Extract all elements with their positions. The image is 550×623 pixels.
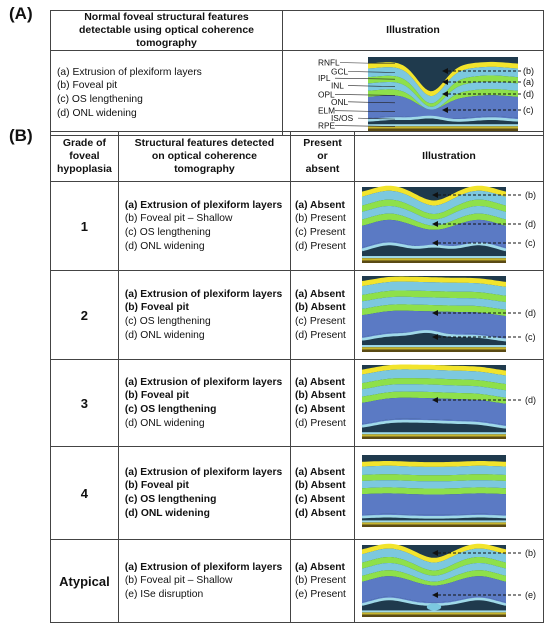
- header-features: Structural features detected on optical coherence tomography: [118, 132, 290, 182]
- presence-item: (a) Absent: [294, 288, 345, 300]
- elm-line-normal: [368, 124, 518, 126]
- presence-item: (a) Absent: [294, 466, 345, 478]
- rpe-layer-row2: [362, 434, 506, 436]
- feature-item: (d) ONL widening: [124, 240, 205, 252]
- feature-item: (e) ISe disruption: [124, 588, 204, 600]
- layer-label: OPL: [318, 89, 335, 100]
- features-cell: [118, 360, 290, 447]
- elm-line-row2: [362, 432, 506, 434]
- outer-nuclear-layer-row3: [362, 493, 506, 515]
- feature-item: (c) OS lengthening: [124, 227, 211, 238]
- feature-item: (b) Foveal pit: [57, 80, 118, 92]
- grade-1-illustration: [355, 182, 543, 270]
- feature-item: (d) ONL widening: [124, 417, 205, 429]
- presence-item: (d) Present: [294, 240, 346, 252]
- elm-line-row0: [362, 256, 506, 258]
- grade-3-illustration: [355, 360, 543, 446]
- arrow-label-r0-2: (c): [525, 238, 536, 248]
- rpe-layer-row0: [362, 258, 506, 260]
- illustration-cell: [355, 182, 544, 271]
- features-cell: [118, 271, 290, 360]
- illustration-cell: [355, 447, 544, 540]
- presence-item: (c) Present: [294, 316, 346, 327]
- layer-label: IPL: [318, 73, 331, 84]
- grade-cell: Atypical: [51, 540, 119, 623]
- feature-item: (a) Extrusion of plexiform layers: [124, 561, 283, 573]
- layer-label: GCL: [331, 66, 349, 77]
- presence-item: (a) Absent: [294, 376, 345, 388]
- presence-item: (c) Absent: [294, 404, 345, 415]
- rpe-layer-row1: [362, 347, 506, 349]
- table-row: [51, 182, 544, 271]
- section-a-header-illustration: Illustration: [283, 11, 544, 51]
- grade-cell: 2: [51, 271, 119, 360]
- arrow-label-r0-1: (d): [525, 219, 536, 229]
- table-row: [51, 360, 544, 447]
- presence-cell: [290, 540, 354, 623]
- presence-item: (b) Absent: [294, 480, 346, 492]
- header-illustration: Illustration: [355, 132, 544, 182]
- feature-item: (b) Foveal pit: [124, 390, 189, 402]
- arrow-label-a3: (c): [523, 105, 534, 115]
- section-b-table: [50, 131, 544, 623]
- feature-item: (b) Foveal pit: [124, 302, 189, 314]
- section-a-header-features: Normal foveal structural features detectable using optical coherence tomography: [51, 11, 283, 51]
- layer-label: IS/OS: [331, 113, 354, 124]
- presence-item: (e) Present: [294, 588, 346, 600]
- arrow-label-r1-1: (c): [525, 332, 536, 342]
- elm-line-row4: [362, 610, 506, 612]
- feature-item: (b) Foveal pit – Shallow: [124, 213, 233, 225]
- header-presence: Present or absent: [290, 132, 354, 182]
- presence-cell: [290, 271, 354, 360]
- feature-item: (c) OS lengthening: [57, 94, 143, 105]
- elm-line-row1: [362, 345, 506, 347]
- inner-nuclear-layer-row3: [362, 480, 506, 488]
- layer-label: INL: [331, 80, 344, 91]
- choroid-layer-row3: [362, 525, 506, 527]
- feature-item: (b) Foveal pit: [124, 480, 189, 492]
- section-a-table: [50, 10, 544, 136]
- layer-label: ELM: [318, 105, 336, 116]
- illustration-cell: [355, 540, 544, 623]
- choroid-layer-row4: [362, 615, 506, 617]
- presence-item: (d) Absent: [294, 507, 346, 519]
- arrow-label-r4-1: (e): [525, 590, 536, 600]
- feature-item: (a) Extrusion of plexiform layers: [124, 466, 283, 478]
- feature-item: (a) Extrusion of plexiform layers: [57, 66, 202, 78]
- feature-item: (c) OS lengthening: [124, 404, 217, 415]
- arrow-label-a2: (d): [523, 89, 534, 99]
- presence-item: (b) Present: [294, 213, 346, 225]
- arrow-label-r1-0: (d): [525, 308, 536, 318]
- table-row: [51, 447, 544, 540]
- atypical-illustration: [355, 540, 543, 622]
- arrow-label-a0: (b): [523, 66, 534, 76]
- presence-item: (a) Absent: [294, 199, 345, 211]
- section-a-illustration-cell: [283, 51, 544, 136]
- presence-cell: [290, 447, 354, 540]
- presence-cell: [290, 182, 354, 271]
- arrow-label-a1: (a): [523, 77, 534, 87]
- feature-item: (c) OS lengthening: [124, 494, 217, 505]
- rpe-layer-row3: [362, 522, 506, 524]
- choroid-layer-row2: [362, 437, 506, 439]
- presence-item: (b) Present: [294, 575, 346, 587]
- table-row: [51, 540, 544, 623]
- grade-cell: 1: [51, 182, 119, 271]
- layer-label: ONL: [331, 96, 349, 107]
- feature-item: (d) ONL widening: [124, 507, 210, 519]
- features-cell: [118, 447, 290, 540]
- illustration-cell: [355, 360, 544, 447]
- choroid-layer-row1: [362, 349, 506, 352]
- presence-item: (c) Absent: [294, 494, 345, 505]
- section-a-label: (A): [9, 4, 33, 23]
- feature-item: (a) Extrusion of plexiform layers: [124, 288, 283, 300]
- features-cell: [118, 182, 290, 271]
- rpe-layer-row4: [362, 612, 506, 614]
- layer-label: RNFL: [318, 57, 340, 68]
- normal-fovea-illustration: [283, 51, 543, 135]
- layer-label: RPE: [318, 120, 336, 131]
- presence-item: (b) Absent: [294, 390, 346, 402]
- feature-item: (b) Foveal pit – Shallow: [124, 575, 233, 587]
- feature-item: (a) Extrusion of plexiform layers: [124, 376, 283, 388]
- presence-item: (b) Absent: [294, 302, 346, 314]
- presence-item: (d) Present: [294, 417, 346, 429]
- arrow-label-r4-0: (b): [525, 548, 536, 558]
- presence-item: (d) Present: [294, 329, 346, 341]
- is-os-band-row3: [362, 516, 506, 517]
- table-row: [51, 271, 544, 360]
- presence-cell: [290, 360, 354, 447]
- feature-item: (c) OS lengthening: [124, 316, 211, 327]
- presence-item: (c) Present: [294, 227, 346, 238]
- feature-item: (d) ONL widening: [124, 329, 205, 341]
- grade-cell: 4: [51, 447, 119, 540]
- grade-4-illustration: [355, 447, 543, 539]
- illustration-cell: [355, 271, 544, 360]
- arrow-label-r0-0: (b): [525, 190, 536, 200]
- features-cell: [118, 540, 290, 623]
- grade-cell: 3: [51, 360, 119, 447]
- grade-2-illustration: [355, 271, 543, 359]
- ganglion-cell-layer-row3: [362, 466, 506, 476]
- section-a-features-cell: [51, 51, 283, 136]
- section-b-label: (B): [9, 126, 33, 145]
- presence-item: (a) Absent: [294, 561, 345, 573]
- ise-disruption-row4: [427, 603, 441, 610]
- elm-line-row3: [362, 520, 506, 522]
- choroid-layer-row0: [362, 260, 506, 263]
- arrow-label-r2-0: (d): [525, 395, 536, 405]
- feature-item: (d) ONL widening: [57, 107, 137, 119]
- feature-item: (a) Extrusion of plexiform layers: [124, 199, 283, 211]
- header-grade: Grade of foveal hypoplasia: [51, 132, 119, 182]
